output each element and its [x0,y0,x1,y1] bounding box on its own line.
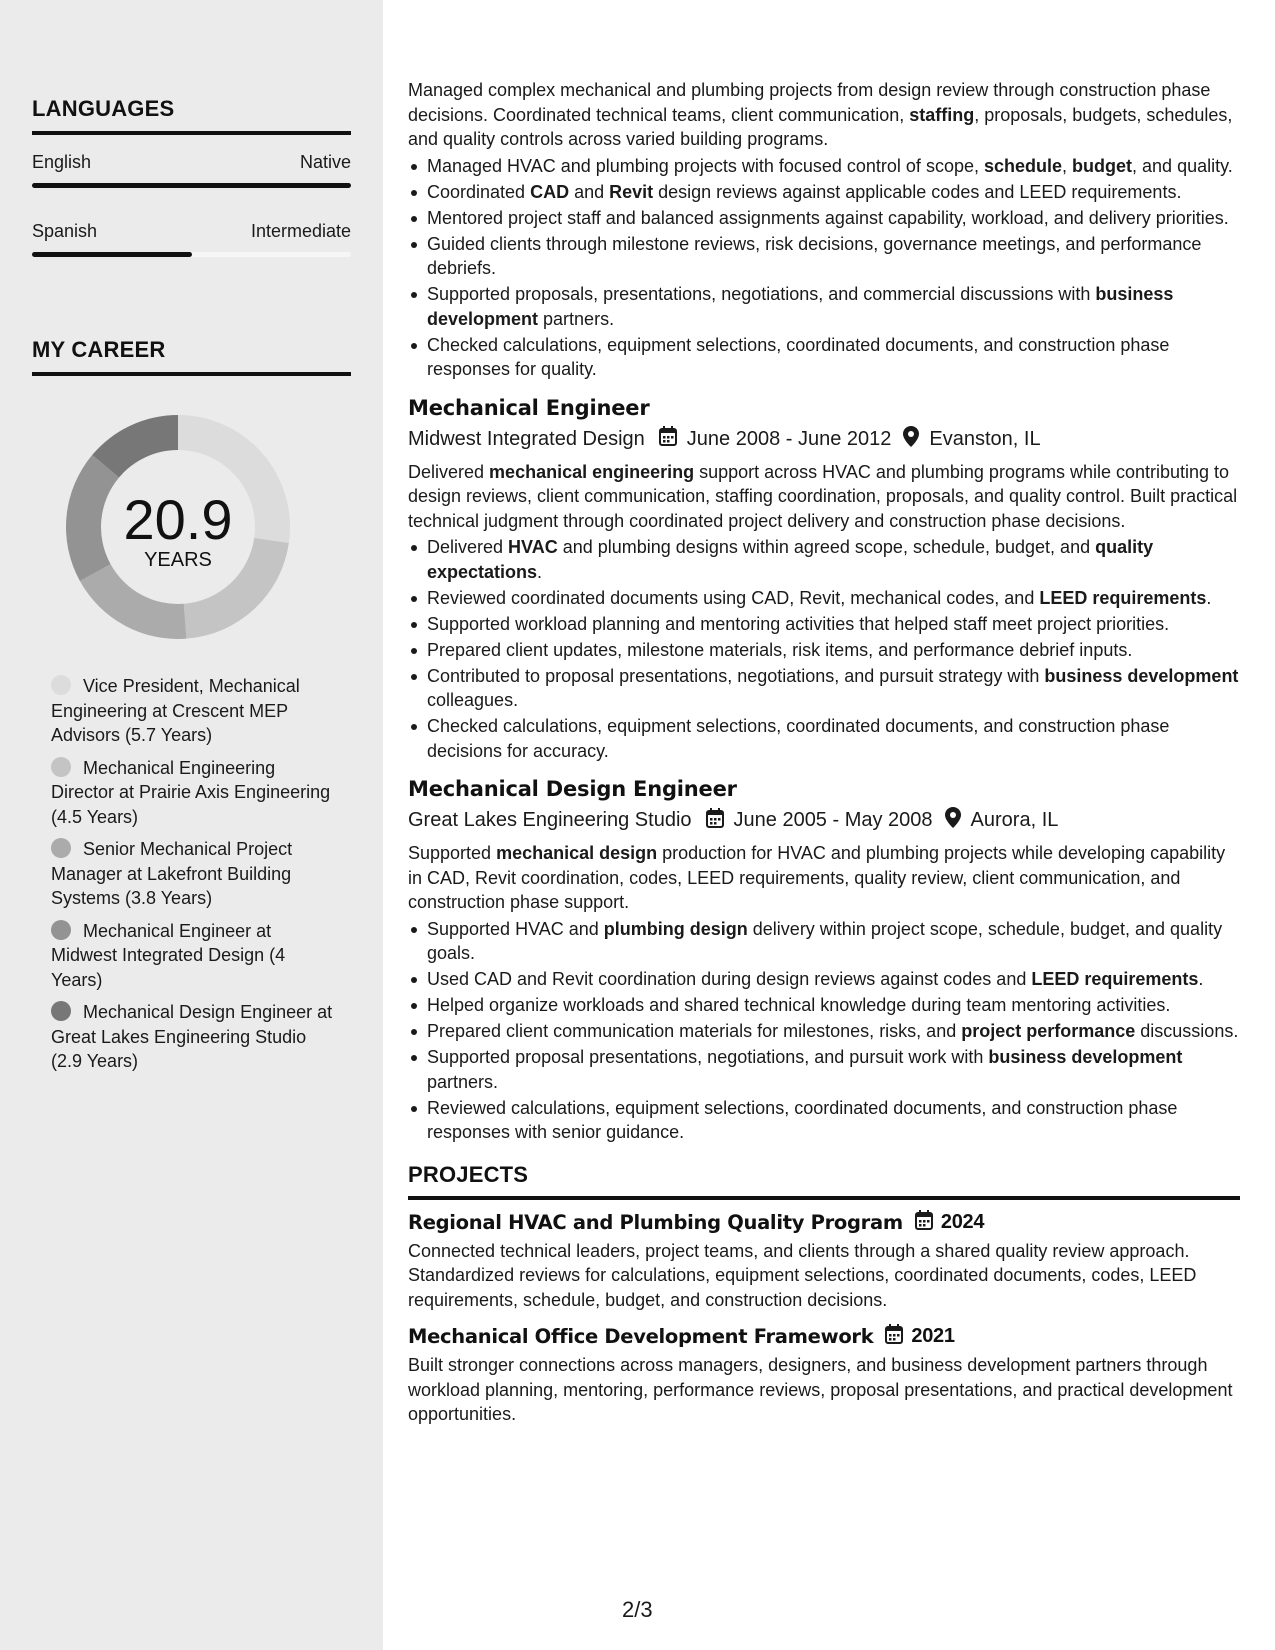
job-dates: June 2008 - June 2012 [686,427,892,450]
language-proficiency-fill [32,252,192,257]
legend-dot [51,675,71,695]
language-english [32,152,351,188]
project-year: 2024 [940,1210,985,1233]
language-name: English [32,152,92,172]
project-description: Connected technical leaders, project teams, and clients through a shared quality review approach. Standardized reviews for calculations, equipment selections, coordinated documents, codes, LEED requirements, schedule, budget, and construction decisions. [408,1240,1197,1310]
legend-label: Senior Mechanical Project Manager at Lakefront Building Systems (3.8 Years) [51,839,293,908]
job-title: Mechanical Engineer [408,395,650,420]
job-location: Aurora, IL [970,809,1059,831]
job-location: Evanston, IL [929,427,1041,450]
calendar-icon [706,808,724,834]
bullet-item: Coordinated CAD and Revit design reviews against applicable codes and LEED requirements. [408,180,1240,205]
career-title: MY CAREER [32,337,166,362]
job-company: Great Lakes Engineering Studio [408,809,692,831]
bullet-item: Reviewed calculations, equipment selections, coordinated documents, and construction phase responses with senior guidance. [408,1096,1240,1145]
language-proficiency-bar [32,252,351,257]
legend-label: Vice President, Mechanical Engineering at Crescent MEP Advisors (5.7 Years) [51,676,300,745]
legend-dot [51,838,71,858]
section-divider [32,131,351,135]
bullet-item: Prepared client updates, milestone materials, risk items, and performance debrief inputs. [408,638,1240,663]
bullet-item: Supported proposals, presentations, negotiations, and commercial discussions with business development partners. [408,282,1240,331]
bullet-item: Guided clients through milestone reviews, risk decisions, governance meetings, and performance debriefs. [408,232,1240,281]
bullet-item: Delivered HVAC and plumbing designs within agreed scope, schedule, budget, and quality expectations. [408,535,1240,584]
legend-dot [51,1001,71,1021]
language-level: Native [299,152,351,172]
languages-title: LANGUAGES [32,96,175,121]
bullet-item: Supported HVAC and plumbing design delivery within project scope, schedule, budget, and quality goals. [408,917,1240,966]
legend-label: Mechanical Design Engineer at Great Lakes Engineering Studio (2.9 Years) [51,1002,333,1071]
calendar-icon [915,1210,933,1235]
location-pin-icon [903,426,919,453]
experience-summary: Managed complex mechanical and plumbing projects from design review through construction phase decisions. Coordinated technical teams, client communication, staffing, proposals, budgets, schedules, and quality controls across varied building programs. [408,80,1233,149]
project-title: Regional HVAC and Plumbing Quality Program [408,1210,903,1234]
legend-dot [51,920,71,940]
bullet-item: Managed HVAC and plumbing projects with focused control of scope, schedule, budget, and quality. [408,154,1240,179]
bullet-item: Supported proposal presentations, negotiations, and pursuit work with business development partners. [408,1045,1240,1094]
project-title: Mechanical Office Development Framework [408,1325,874,1348]
job-dates: June 2005 - May 2008 [733,809,933,831]
page-number: 2/3 [622,1597,653,1622]
job-company: Midwest Integrated Design [408,427,645,450]
job-meta [408,807,1240,834]
project-entry [408,1324,1240,1427]
career-legend-item [51,756,341,830]
legend-label: Mechanical Engineer at Midwest Integrated Design (4 Years) [51,920,286,990]
projects-section-header [408,1162,1240,1200]
bullet-item: Reviewed coordinated documents using CAD, Revit, mechanical codes, and LEED requirements. [408,586,1240,611]
career-legend [51,674,341,1082]
section-divider [408,1196,1240,1200]
bullet-item: Prepared client communication materials for milestones, risks, and project performance discussions. [408,1019,1240,1044]
bullet-item: Checked calculations, equipment selections, coordinated documents, and construction phase responses for quality. [408,333,1240,382]
job-bullets [408,917,1240,1145]
bullet-item: Contributed to proposal presentations, negotiations, and pursuit strategy with business development colleagues. [408,664,1240,713]
language-spanish [32,221,351,257]
career-legend-item [51,674,341,748]
location-pin-icon [945,807,961,834]
job-summary: Delivered mechanical engineering support across HVAC and plumbing programs while contributing to design reviews, client communication, staffing coordination, proposals, and quality control. Built practical technical judgment through coordinated project delivery and construction phase decisions. [408,461,1238,531]
legend-dot [51,757,71,777]
total-years-value: 20.9 [123,488,233,551]
section-divider [32,372,351,376]
job-entry [408,777,1240,1145]
language-proficiency-fill [32,183,351,188]
bullet-item: Helped organize workloads and shared technical knowledge during team mentoring activities. [408,993,1240,1018]
career-legend-item [51,1000,341,1074]
job-meta [408,426,1240,453]
language-level: Intermediate [250,221,351,241]
job-bullets [408,535,1240,763]
languages-section-header [32,96,351,135]
language-proficiency-bar [32,183,351,188]
projects-title: PROJECTS [408,1161,529,1187]
job-summary: Supported mechanical design production for HVAC and plumbing projects while developing capability in CAD, Revit coordination, codes, LEED requirements, quality review, client communication, and construction phase support. [408,843,1226,912]
job-entry [408,396,1240,764]
bullet-item: Used CAD and Revit coordination during design reviews against codes and LEED requirements. [408,967,1240,992]
project-year: 2021 [911,1325,955,1347]
career-legend-item [51,919,341,993]
career-legend-item [51,837,341,911]
bullet-item: Checked calculations, equipment selections, coordinated documents, and construction phase decisions for accuracy. [408,714,1240,763]
sidebar [0,0,383,1650]
main-content [408,78,1240,1427]
bullet-item: Mentored project staff and balanced assignments against capability, workload, and delivery priorities. [408,206,1240,231]
project-description: Built stronger connections across managers, designers, and business development partners through workload planning, mentoring, performance reviews, proposal presentations, and practical development opportunities. [408,1355,1233,1424]
bullet-item: Supported workload planning and mentoring activities that helped staff meet project priorities. [408,612,1240,637]
career-donut-chart [66,415,290,639]
donut-center [66,415,290,639]
project-entry [408,1210,1240,1313]
calendar-icon [885,1324,903,1349]
career-section-header [32,337,351,376]
total-years-unit: YEARS [144,549,212,571]
calendar-icon [659,426,677,452]
project-title-row [408,1210,1240,1235]
job-title: Mechanical Design Engineer [408,777,737,801]
project-title-row [408,1324,1240,1349]
experience-bullets [408,154,1240,382]
language-name: Spanish [32,221,98,241]
legend-label: Mechanical Engineering Director at Prairie Axis Engineering (4.5 Years) [51,757,331,827]
